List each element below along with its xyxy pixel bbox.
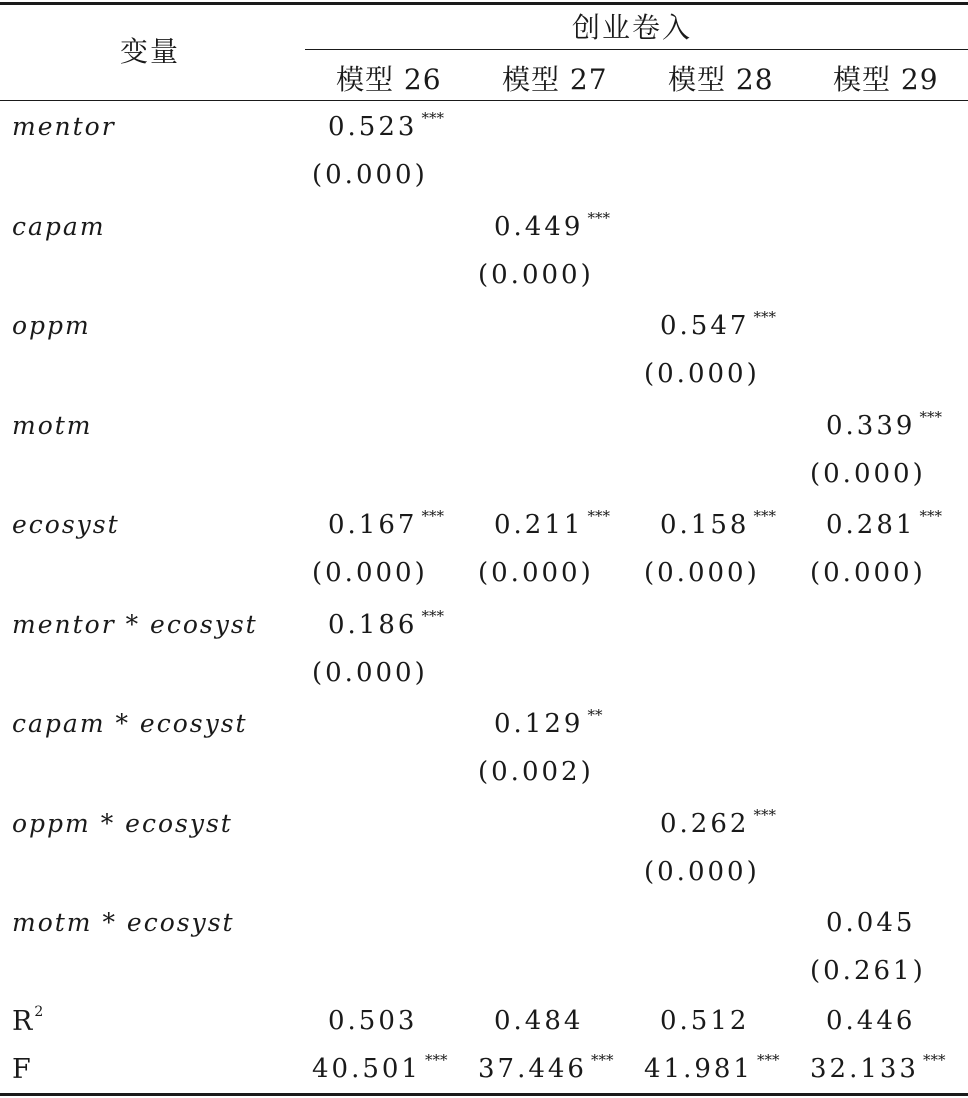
coefficient-cell xyxy=(328,109,444,142)
coefficient-value: 0.547 xyxy=(660,311,750,341)
coefficient-cell xyxy=(826,507,942,540)
row-label: oppm xyxy=(12,311,91,340)
f-statistic-cell xyxy=(478,1051,614,1084)
p-value-cell: (0.000) xyxy=(644,558,760,588)
r-squared-label xyxy=(12,1006,45,1037)
significance-stars: *** xyxy=(424,1051,448,1069)
r-squared-value: 0.512 xyxy=(660,1006,750,1036)
significance-stars: *** xyxy=(421,507,444,525)
p-value-cell: (0.000) xyxy=(312,558,428,588)
model-header: 模型 26 xyxy=(336,63,442,96)
coefficient-value: 0.262 xyxy=(660,808,750,839)
f-statistic-cell xyxy=(810,1051,946,1084)
significance-stars: ** xyxy=(587,706,603,724)
f-statistic-value: 41.981 xyxy=(644,1054,753,1084)
significance-stars: *** xyxy=(753,805,776,824)
p-value-cell: (0.261) xyxy=(810,956,926,986)
coefficient-value: 0.211 xyxy=(494,510,584,540)
r-squared-value: 0.503 xyxy=(328,1006,418,1036)
coefficient-value: 0.523 xyxy=(328,112,418,142)
significance-stars: *** xyxy=(919,407,942,426)
bottom-rule xyxy=(0,1093,968,1096)
coefficient-value: 0.449 xyxy=(494,211,584,242)
coefficient-value: 0.186 xyxy=(328,609,418,640)
coefficient-cell xyxy=(660,805,776,839)
row-label: mentor * ecosyst xyxy=(12,609,258,639)
significance-stars: *** xyxy=(756,1051,780,1069)
p-value-cell: (0.000) xyxy=(478,558,594,588)
coefficient-value: 0.281 xyxy=(826,510,916,540)
model-header: 模型 28 xyxy=(668,63,774,96)
coefficient-cell xyxy=(494,706,603,739)
p-value-cell: (0.000) xyxy=(644,856,760,887)
row-label: oppm * ecosyst xyxy=(12,808,233,838)
f-statistic-label: F xyxy=(12,1054,33,1085)
p-value-cell: (0.002) xyxy=(478,757,594,787)
coefficient-cell xyxy=(660,308,776,341)
top-rule xyxy=(0,2,968,5)
p-value-cell: (0.000) xyxy=(810,558,926,588)
p-value-cell: (0.000) xyxy=(312,160,428,190)
coefficient-value: 0.339 xyxy=(826,410,916,441)
p-value-cell: (0.000) xyxy=(312,657,428,688)
coefficient-cell xyxy=(494,208,610,242)
group-header: 创业卷入 xyxy=(572,11,693,44)
group-rule xyxy=(305,49,968,50)
significance-stars: *** xyxy=(421,606,444,625)
variable-header: 变量 xyxy=(120,35,181,68)
coefficient-value: 0.045 xyxy=(826,908,916,938)
significance-stars: *** xyxy=(587,208,610,227)
f-statistic-value: 32.133 xyxy=(810,1054,919,1084)
r-squared-letter: R xyxy=(12,1006,35,1037)
p-value-cell: (0.000) xyxy=(478,259,594,290)
coefficient-value: 0.167 xyxy=(328,510,418,540)
row-label: motm xyxy=(12,410,93,440)
r-squared-value: 0.446 xyxy=(826,1006,916,1036)
f-statistic-cell xyxy=(644,1051,780,1084)
f-statistic-cell xyxy=(312,1051,448,1084)
significance-stars: *** xyxy=(587,507,610,525)
coefficient-cell xyxy=(328,606,444,640)
p-value-cell: (0.000) xyxy=(644,359,760,389)
row-label: mentor xyxy=(12,112,116,141)
significance-stars: *** xyxy=(753,308,776,326)
model-header: 模型 27 xyxy=(502,63,608,96)
significance-stars: *** xyxy=(919,507,942,525)
row-label: capam xyxy=(12,211,106,241)
r-squared-exponent: 2 xyxy=(34,1004,46,1020)
r-squared-value: 0.484 xyxy=(494,1006,584,1036)
f-statistic-value: 40.501 xyxy=(312,1054,421,1084)
coefficient-cell xyxy=(494,507,610,540)
significance-stars: *** xyxy=(922,1051,946,1069)
coefficient-value: 0.158 xyxy=(660,510,750,540)
coefficient-cell xyxy=(328,507,444,540)
coefficient-cell xyxy=(826,407,942,441)
model-header: 模型 29 xyxy=(833,63,939,96)
significance-stars: *** xyxy=(421,109,444,127)
coefficient-value: 0.129 xyxy=(494,709,584,739)
significance-stars: *** xyxy=(753,507,776,525)
header-rule xyxy=(0,100,968,101)
row-label: motm * ecosyst xyxy=(12,908,235,937)
coefficient-cell xyxy=(826,908,919,938)
f-statistic-value: 37.446 xyxy=(478,1054,587,1084)
coefficient-cell xyxy=(660,507,776,540)
row-label: capam * ecosyst xyxy=(12,709,248,738)
row-label: ecosyst xyxy=(12,510,120,539)
p-value-cell: (0.000) xyxy=(810,458,926,489)
significance-stars: *** xyxy=(590,1051,614,1069)
